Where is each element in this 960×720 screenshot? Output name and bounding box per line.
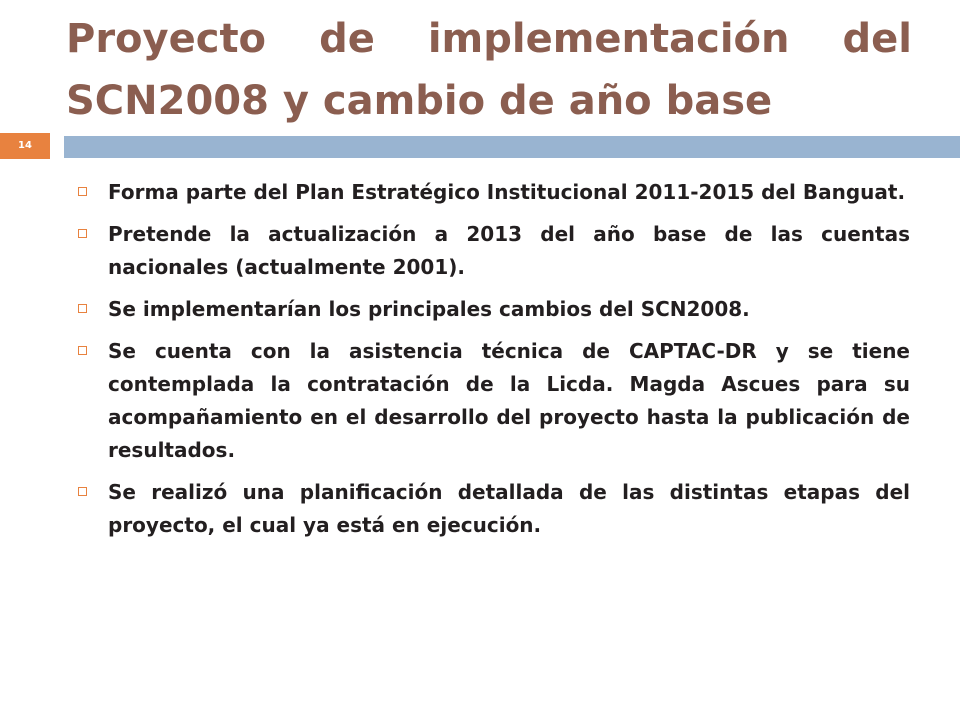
bullet-text: Se realizó una planificación detallada de las distintas etapas del proyecto, el cual ya está en ejecución. <box>108 480 910 537</box>
bullet-text: Forma parte del Plan Estratégico Institucional 2011-2015 del Banguat. <box>108 180 906 204</box>
bullet-item <box>76 218 910 284</box>
bullet-item <box>76 335 910 467</box>
bullet-text: Se implementarían los principales cambios del SCN2008. <box>108 297 750 321</box>
bullet-text: Se cuenta con la asistencia técnica de CAPTAC-DR y se tiene contemplada la contratación de la Licda. Magda Ascues para su acompañamiento en el desarrollo del proyecto hasta la publicación de resultados. <box>108 339 910 462</box>
title-divider-bar <box>64 136 960 158</box>
slide-number-badge: 14 <box>0 133 50 159</box>
hollow-square-icon <box>78 304 87 313</box>
slide-title: Proyecto de implementación del SCN2008 y cambio de año base <box>66 16 912 124</box>
hollow-square-icon <box>78 487 87 496</box>
bullet-list <box>76 176 910 551</box>
bullet-item <box>76 293 910 326</box>
hollow-square-icon <box>78 187 87 196</box>
bullet-item <box>76 476 910 542</box>
bullet-text: Pretende la actualización a 2013 del año base de las cuentas nacionales (actualmente 2001). <box>108 222 910 279</box>
hollow-square-icon <box>78 346 87 355</box>
bullet-item <box>76 176 910 209</box>
hollow-square-icon <box>78 229 87 238</box>
